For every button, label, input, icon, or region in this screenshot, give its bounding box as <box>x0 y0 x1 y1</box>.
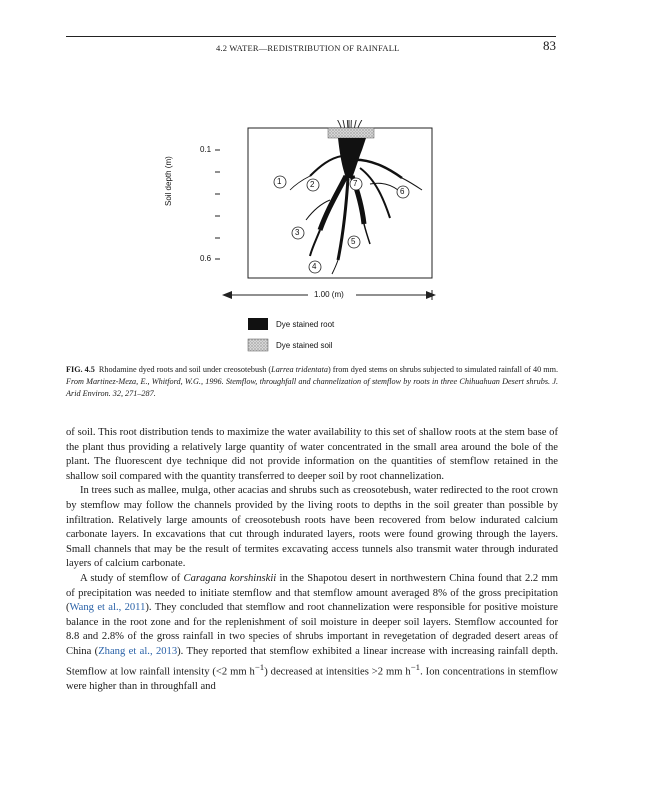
dye-stained-soil-patch <box>328 128 374 138</box>
caption-species: Larrea tridentata <box>271 365 328 374</box>
channel-label-4: 4 <box>312 262 317 271</box>
p3-text-d: ). They reported that stemflow exhibited a linear increase with increasing rainfall depth. Stemflow at low rainfall intensity (<2 mm h <box>66 645 558 678</box>
channel-label-5: 5 <box>351 237 356 246</box>
reference-link-wang-2011[interactable]: Wang et al., 2011 <box>69 602 146 614</box>
figure-caption <box>66 364 558 400</box>
reference-link-zhang-2013[interactable]: Zhang et al., 2013 <box>98 645 178 657</box>
p3-text-b: in the Shapotou desert in northwestern China found that 2.2 mm of precipitation was needed to initiate stemflow and that stemflow amount averaged 8% of the gross precipitation ( <box>66 572 558 614</box>
body-text <box>66 426 558 694</box>
caption-text-after: ) from dyed stems on shrubs subjected to simulated rainfall of 40 mm. <box>327 365 559 374</box>
p3-text-f: . Ion concentrations in stemflow were higher than in throughfall and <box>66 666 559 692</box>
figure-label: FIG. 4.5 <box>66 365 95 374</box>
page-number: 83 <box>543 38 556 53</box>
y-axis-ticks <box>215 150 220 259</box>
caption-source: From Martinez-Meza, E., Whitford, W.G., 1996. Stemflow, throughfall and channelization of stemflow by roots in three Chihuahuan Desert shrubs. J. Arid Environ. 32, 271–287. <box>66 377 558 398</box>
figure-4-5 <box>164 120 450 360</box>
p3-superscript-1: −1 <box>254 661 265 672</box>
page-header <box>66 36 556 55</box>
legend-label-soil: Dye stained soil <box>276 341 333 350</box>
y-tick-label-top: 0.1 <box>200 145 212 154</box>
p3-species: Caragana korshinskii <box>183 572 277 584</box>
dye-stained-roots <box>290 138 422 274</box>
channel-label-6: 6 <box>400 187 405 196</box>
channel-label-1: 1 <box>277 177 282 186</box>
channel-label-3: 3 <box>295 228 300 237</box>
p3-text-c: ). They concluded that stemflow and root channelization were responsible for positive moisture balance in the root zone and for the replenishment of soil moisture in deeper soil layers. Stemflow accounted for 8.8 and 2.8% of the gross rainfall in two species of shrubs important in revegetation of degraded desert areas of China ( <box>66 602 559 657</box>
caption-text-before: Rhodamine dyed roots and soil under creosotebush ( <box>98 365 272 374</box>
p3-text-a: A study of stemflow of <box>80 572 184 584</box>
paragraph-1: of soil. This root distribution tends to maximize the water availability to this set of shallow roots at the stem base of the plant thus providing a relatively large quantity of water concentrated in the small area around the bole of the plant. The fluorescent dye technique did not provide information on the quantities of stemflow retained in the shallow soil compared with the quantity transferred to deeper soil by root channelization. <box>66 427 558 482</box>
paragraph-3 <box>66 572 558 694</box>
y-axis-label: Soil depth (m) <box>164 156 173 206</box>
channel-label-2: 2 <box>310 180 315 189</box>
y-tick-label-bottom: 0.6 <box>200 254 212 263</box>
scale-bar-label: 1.00 (m) <box>314 290 344 299</box>
channel-markers <box>274 176 409 273</box>
legend-swatch-root <box>248 318 268 330</box>
p3-superscript-2: −1 <box>410 661 421 672</box>
channel-label-7: 7 <box>353 179 358 188</box>
paragraph-2: In trees such as mallee, mulga, other acacias and shrubs such as creosotebush, water redirected to the root crown by stemflow may follow the channels provided by the living roots to depths in the soil greater than possible by infiltration. Relatively large amounts of creosotebush roots have been recovered from below indurated calcium carbonate layers. In excavations that cut through indurated layers, roots were found growing through the layers. Small channels that may be the result of termites excavating access tunnels also transmit water through indurated layers of calcium carbonate. <box>66 485 558 570</box>
p3-text-e: ) decreased at intensities >2 mm h <box>264 666 411 678</box>
legend-label-root: Dye stained root <box>276 320 335 329</box>
legend-swatch-soil <box>248 339 268 351</box>
running-head: 4.2 WATER—REDISTRIBUTION OF RAINFALL <box>216 43 400 53</box>
